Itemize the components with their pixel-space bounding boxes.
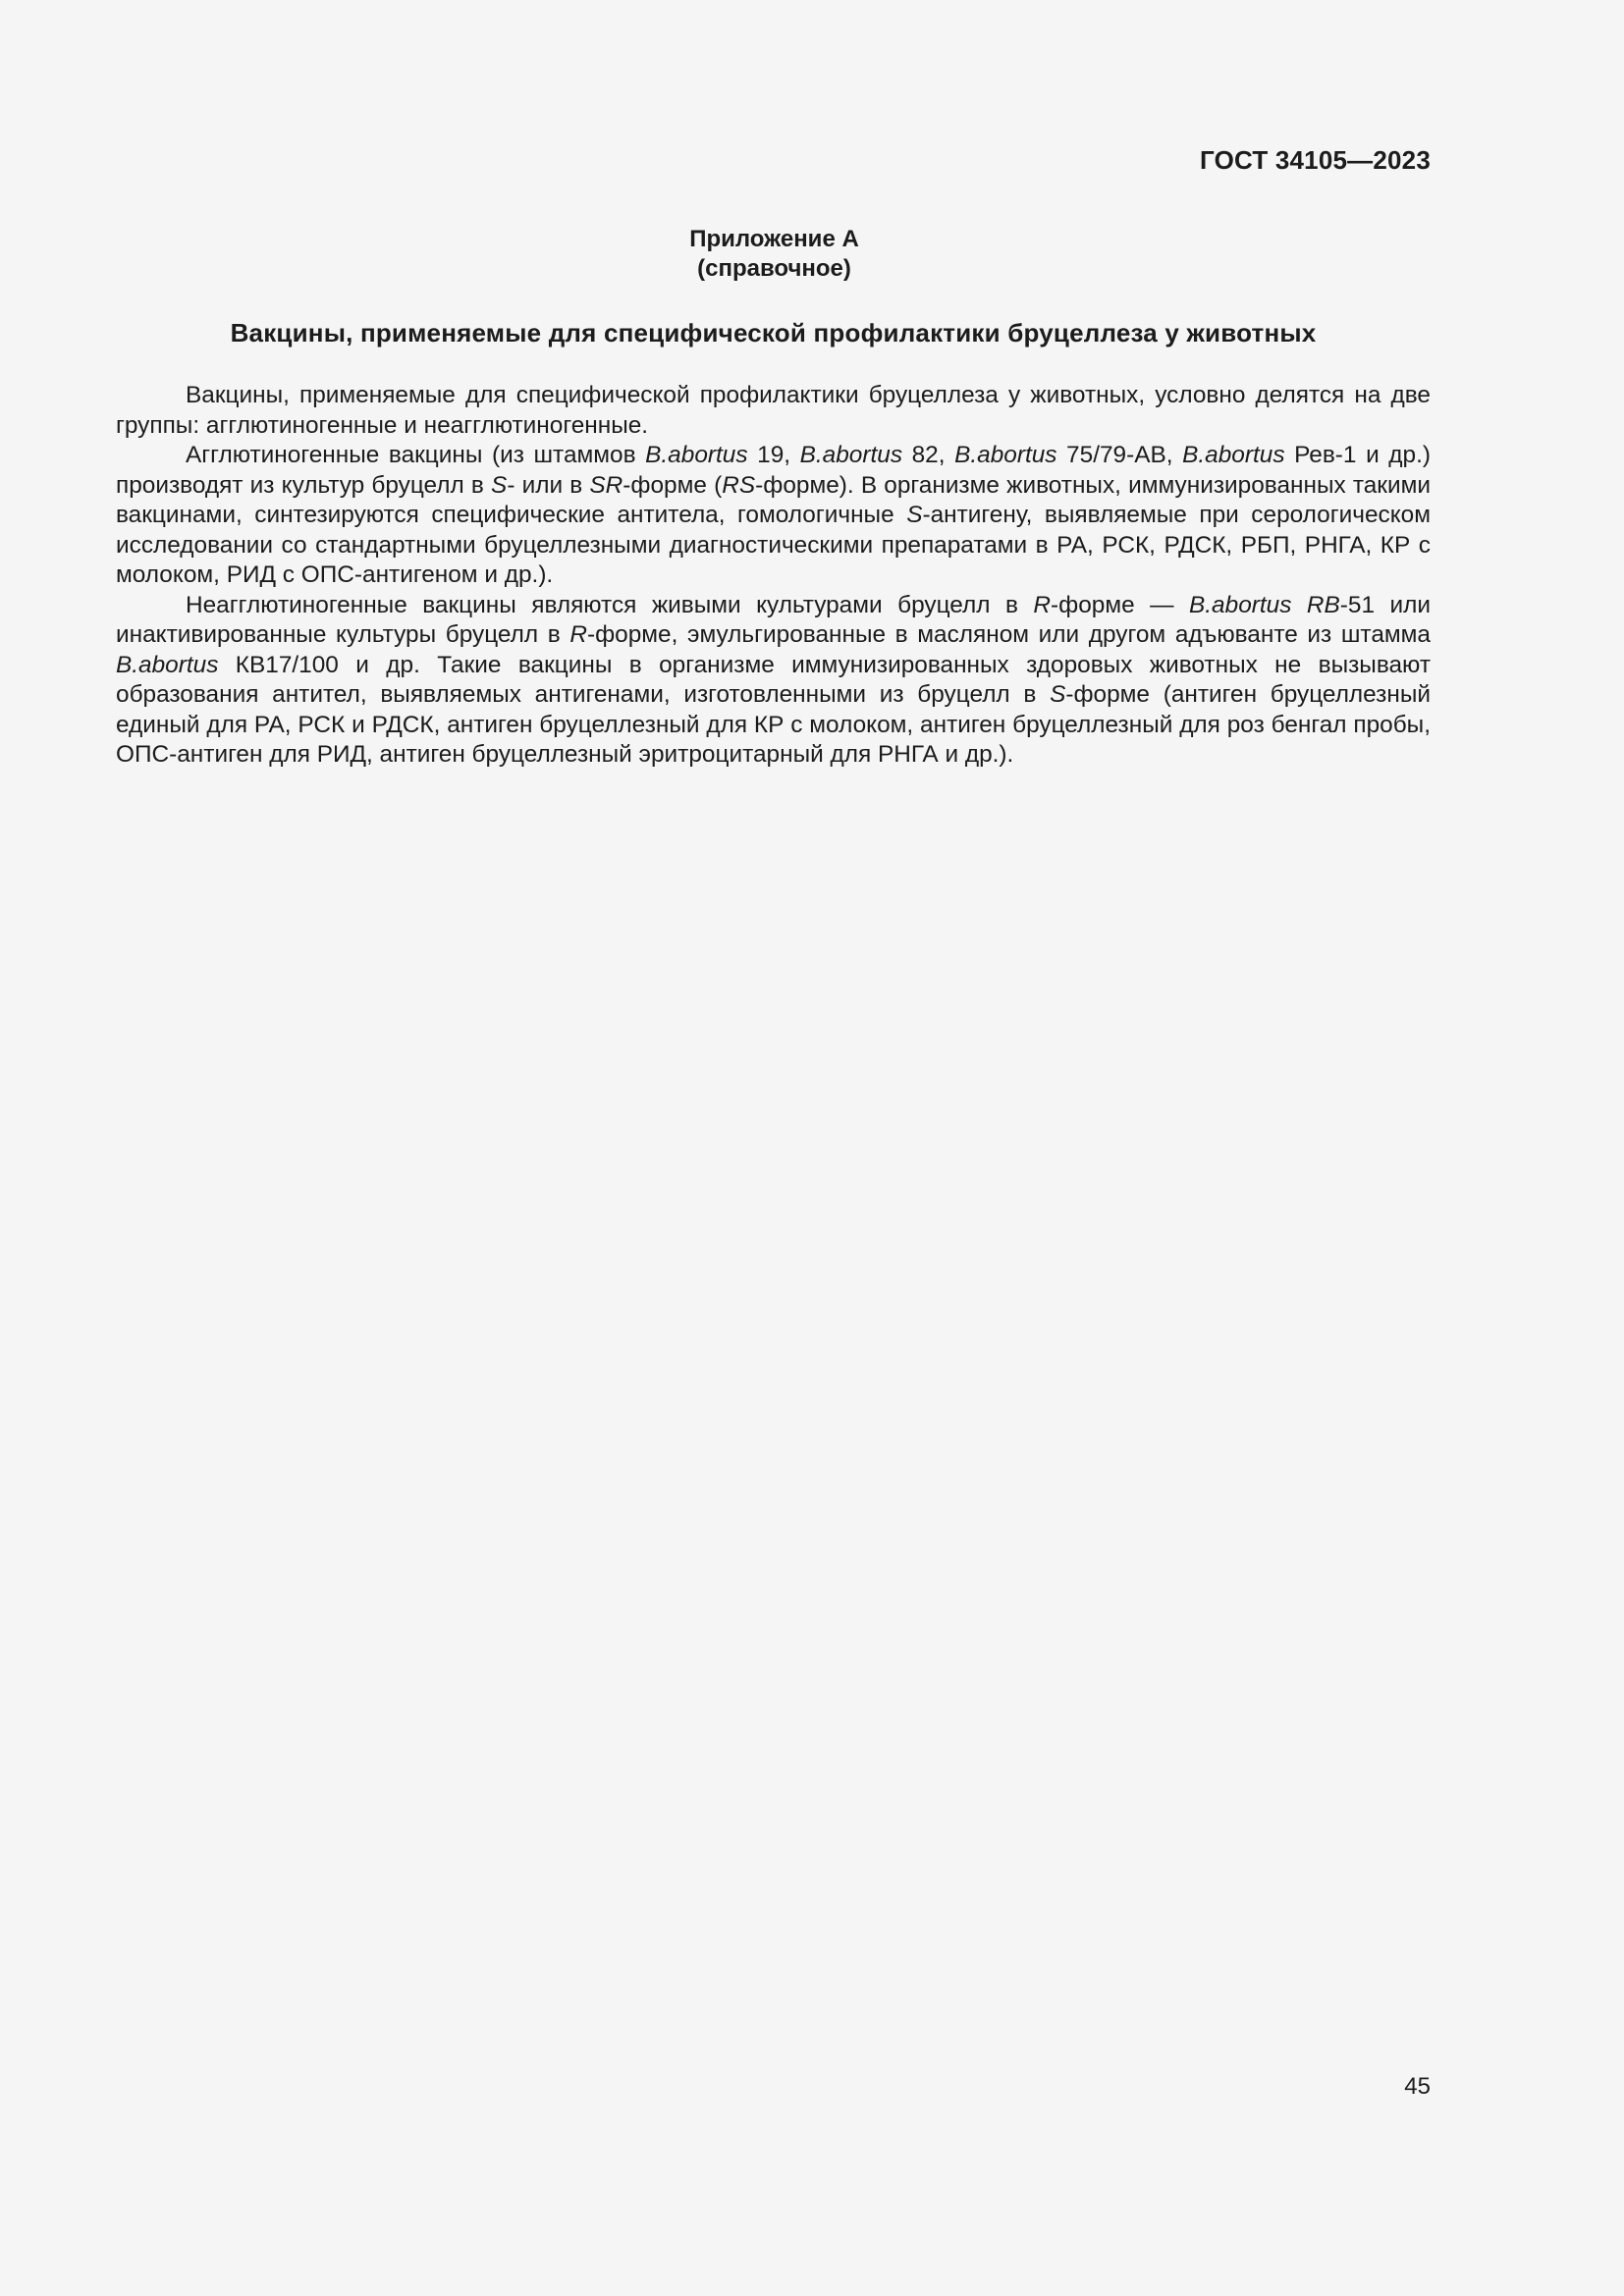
italic-term: RS <box>722 471 756 499</box>
text-run: Рев-1 и др.) производят из культур бруцелл в <box>116 442 1431 499</box>
italic-term: S <box>906 502 923 528</box>
italic-term: B.abortus <box>645 442 748 468</box>
annex-heading <box>0 225 1548 284</box>
italic-term: R <box>1033 591 1052 618</box>
text-run: -форме (антиген бруцеллезный единый для РА, РСК и РДСК, антиген бруцеллезный для КР с молоком, антиген бруцеллезный для роз бенгал пробы, ОПС-антиген для РИД, антиген бруцеллезный эритроцитарный для РНГА и др.). <box>116 681 1431 768</box>
standard-code: ГОСТ 34105—2023 <box>1200 145 1431 175</box>
text-run: 75/79-АВ, <box>1056 442 1183 468</box>
text-run: КВ17/100 и др. Такие вакцины в организме иммунизированных здоровых животных не вызывают образования антител, выявляемых антигенами, изготовленными из бруцелл в <box>116 651 1431 708</box>
text-run: 82, <box>902 442 955 468</box>
italic-term: R <box>569 621 587 648</box>
italic-term: B.abortus <box>1182 442 1285 468</box>
page-number: 45 <box>1404 2073 1431 2100</box>
annex-title: Приложение А <box>689 226 859 252</box>
paragraph-2 <box>116 441 1431 591</box>
italic-term: B.abortus <box>116 651 219 678</box>
italic-term: B.abortus <box>954 442 1057 468</box>
text-run: -форме). В организме животных, иммунизированных такими вакцинами, синтезируются специфические антитела, гомологичные <box>116 471 1431 528</box>
paragraph-3 <box>116 591 1431 771</box>
italic-term: B.abortus RB <box>1189 591 1340 618</box>
body-text <box>116 381 1431 771</box>
text-run: -форме, эмульгированные в масляном или другом адъюванте из штамма <box>586 621 1431 648</box>
text-run: -51 или инактивированные культуры бруцелл в <box>116 591 1431 648</box>
italic-term: S <box>1050 681 1066 708</box>
text-run: -форме ( <box>623 471 723 499</box>
text-run: -антигену, выявляемые при серологическом исследовании со стандартными бруцеллезными диагностическими препаратами в РА, РСК, РДСК, РБП, РНГА, КР с молоком, РИД с ОПС-антигеном и др.). <box>116 502 1431 588</box>
italic-term: SR <box>589 471 623 499</box>
italic-term: S <box>491 471 508 499</box>
paragraph-1 <box>116 381 1431 441</box>
section-title: Вакцины, применяемые для специфической профилактики бруцеллеза у животных <box>230 318 1317 347</box>
italic-term: B.abortus <box>799 442 903 468</box>
text-run: - или в <box>507 471 590 499</box>
text-run: 19, <box>747 442 800 468</box>
text-run: -форме — <box>1051 591 1190 618</box>
annex-type: (справочное) <box>697 255 851 282</box>
text-run: Агглютиногенные вакцины (из штаммов <box>186 442 646 468</box>
text-run: Вакцины, применяемые для специфической профилактики бруцеллеза у животных, условно делятся на две группы: агглютиногенные и неагглютиногенные. <box>116 382 1431 439</box>
text-run: Неагглютиногенные вакцины являются живыми культурами бруцелл в <box>186 591 1034 618</box>
